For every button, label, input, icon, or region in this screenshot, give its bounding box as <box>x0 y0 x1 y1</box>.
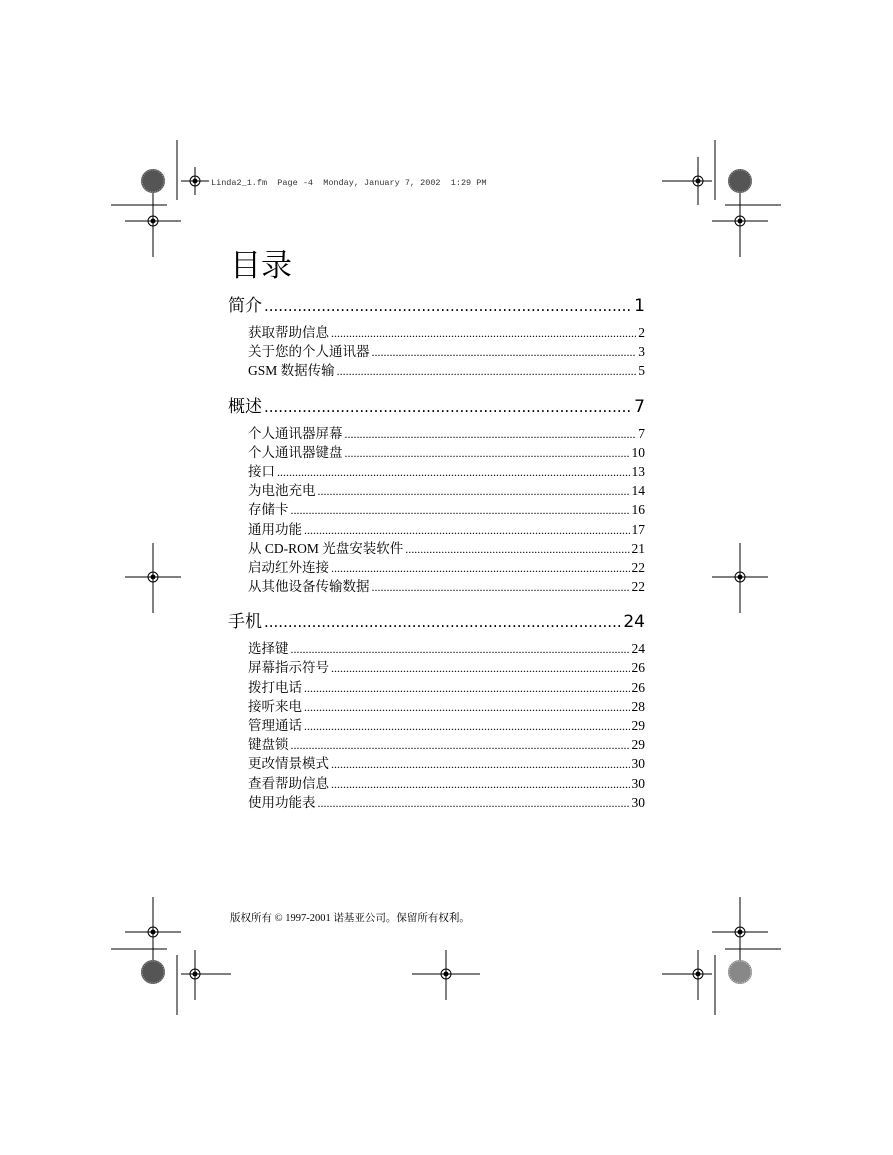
dot-leader <box>304 716 630 736</box>
entry-page: 29 <box>631 737 645 753</box>
dot-leader <box>318 793 630 813</box>
copyright-footer: 版权所有 © 1997-2001 诺基亚公司。保留所有权利。 <box>230 913 470 924</box>
dot-leader <box>331 323 636 343</box>
toc-section <box>228 294 645 381</box>
entry-page: 21 <box>631 540 645 556</box>
dot-leader <box>304 678 630 698</box>
entry-page: 30 <box>631 756 645 772</box>
entry-page: 22 <box>631 559 645 575</box>
entry-page: 22 <box>631 579 645 595</box>
toc-entry[interactable] <box>248 735 645 754</box>
dot-leader <box>331 774 630 794</box>
entry-label: 从其他设备传输数据 <box>248 579 370 595</box>
toc-entry[interactable] <box>248 716 645 735</box>
entry-label: 个人通讯器屏幕 <box>248 425 343 441</box>
toc-entry[interactable] <box>248 323 645 342</box>
dot-leader <box>331 754 630 774</box>
entry-label: 管理通话 <box>248 718 302 733</box>
entry-page: 29 <box>631 718 645 733</box>
toc-entry[interactable] <box>248 639 645 658</box>
dot-leader <box>331 658 630 678</box>
section-page: 24 <box>623 612 645 633</box>
entry-label: 使用功能表 <box>248 794 316 810</box>
entry-label: 查看帮助信息 <box>248 775 329 791</box>
entry-page: 26 <box>631 660 645 676</box>
entry-page: 24 <box>631 641 645 657</box>
toc-section <box>228 395 645 597</box>
entry-page: 10 <box>631 444 645 460</box>
toc-entry[interactable] <box>248 577 645 596</box>
toc-section <box>228 610 645 812</box>
toc-entry[interactable] <box>248 361 645 380</box>
entry-label: 从 CD-ROM 光盘安装软件 <box>248 540 404 556</box>
entry-page: 26 <box>631 679 645 695</box>
dot-leader <box>372 577 630 597</box>
dot-leader <box>304 520 630 540</box>
print-header: Linda2_1.fm Page -4 Monday, January 7, 2002 1:29 PM <box>211 178 487 188</box>
entry-label: 选择键 <box>248 641 289 657</box>
dot-leader <box>277 462 630 482</box>
entry-label: 获取帮助信息 <box>248 325 329 340</box>
entry-page: 16 <box>631 502 645 518</box>
dot-leader <box>291 500 630 520</box>
dot-leader <box>405 539 629 559</box>
entry-page: 13 <box>631 463 645 479</box>
section-title: 概述 <box>228 396 262 417</box>
entry-page: 28 <box>631 698 645 714</box>
dot-leader <box>337 361 637 381</box>
dot-leader <box>291 735 630 755</box>
entry-label: 个人通讯器键盘 <box>248 444 343 460</box>
toc-entry[interactable] <box>248 443 645 462</box>
toc-section-heading[interactable] <box>228 395 645 420</box>
entry-page: 30 <box>631 775 645 791</box>
entry-label: 存储卡 <box>248 502 289 518</box>
toc-section-heading[interactable] <box>228 610 645 635</box>
entry-page: 30 <box>631 794 645 810</box>
entry-label: 启动红外连接 <box>248 559 329 575</box>
entry-label: 为电池充电 <box>248 483 316 499</box>
entry-page: 3 <box>638 344 645 360</box>
entry-label: 屏幕指示符号 <box>248 660 329 676</box>
entry-label: 接口 <box>248 463 275 479</box>
dot-leader <box>318 481 630 501</box>
toc-entry[interactable] <box>248 774 645 793</box>
toc-entry[interactable] <box>248 793 645 812</box>
toc-entry[interactable] <box>248 658 645 677</box>
toc-entry[interactable] <box>248 697 645 716</box>
dot-leader <box>264 610 621 635</box>
toc-entry[interactable] <box>248 520 645 539</box>
section-title: 手机 <box>228 612 262 633</box>
entry-page: 5 <box>638 363 645 379</box>
toc-entry[interactable] <box>248 500 645 519</box>
entry-page: 17 <box>631 521 645 537</box>
toc-section-heading[interactable] <box>228 294 645 319</box>
entry-label: 拨打电话 <box>248 679 302 695</box>
section-page: 7 <box>634 396 645 417</box>
section-page: 1 <box>634 296 645 316</box>
dot-leader <box>264 294 632 319</box>
entry-page: 2 <box>638 325 645 340</box>
toc-entry[interactable] <box>248 481 645 500</box>
toc-entry[interactable] <box>248 754 645 773</box>
entry-label: 更改情景模式 <box>248 756 329 772</box>
table-of-contents <box>228 294 645 812</box>
toc-entry[interactable] <box>248 558 645 577</box>
entry-label: 通用功能 <box>248 521 302 537</box>
toc-entry[interactable] <box>248 462 645 481</box>
page-title: 目录 <box>230 248 292 284</box>
dot-leader <box>372 342 637 362</box>
toc-entry[interactable] <box>248 342 645 361</box>
dot-leader <box>264 395 632 420</box>
entry-label: 关于您的个人通讯器 <box>248 344 370 360</box>
dot-leader <box>345 443 630 463</box>
dot-leader <box>304 697 630 717</box>
toc-entry[interactable] <box>248 539 645 558</box>
entry-label: 接听来电 <box>248 698 302 714</box>
entry-page: 7 <box>638 425 645 441</box>
section-title: 简介 <box>228 296 262 316</box>
entry-label: 键盘锁 <box>248 737 289 753</box>
toc-entry[interactable] <box>248 678 645 697</box>
dot-leader <box>331 558 630 578</box>
toc-entry[interactable] <box>248 424 645 443</box>
dot-leader <box>291 639 630 659</box>
dot-leader <box>345 424 637 444</box>
entry-page: 14 <box>631 483 645 499</box>
entry-label: GSM 数据传输 <box>248 363 335 379</box>
